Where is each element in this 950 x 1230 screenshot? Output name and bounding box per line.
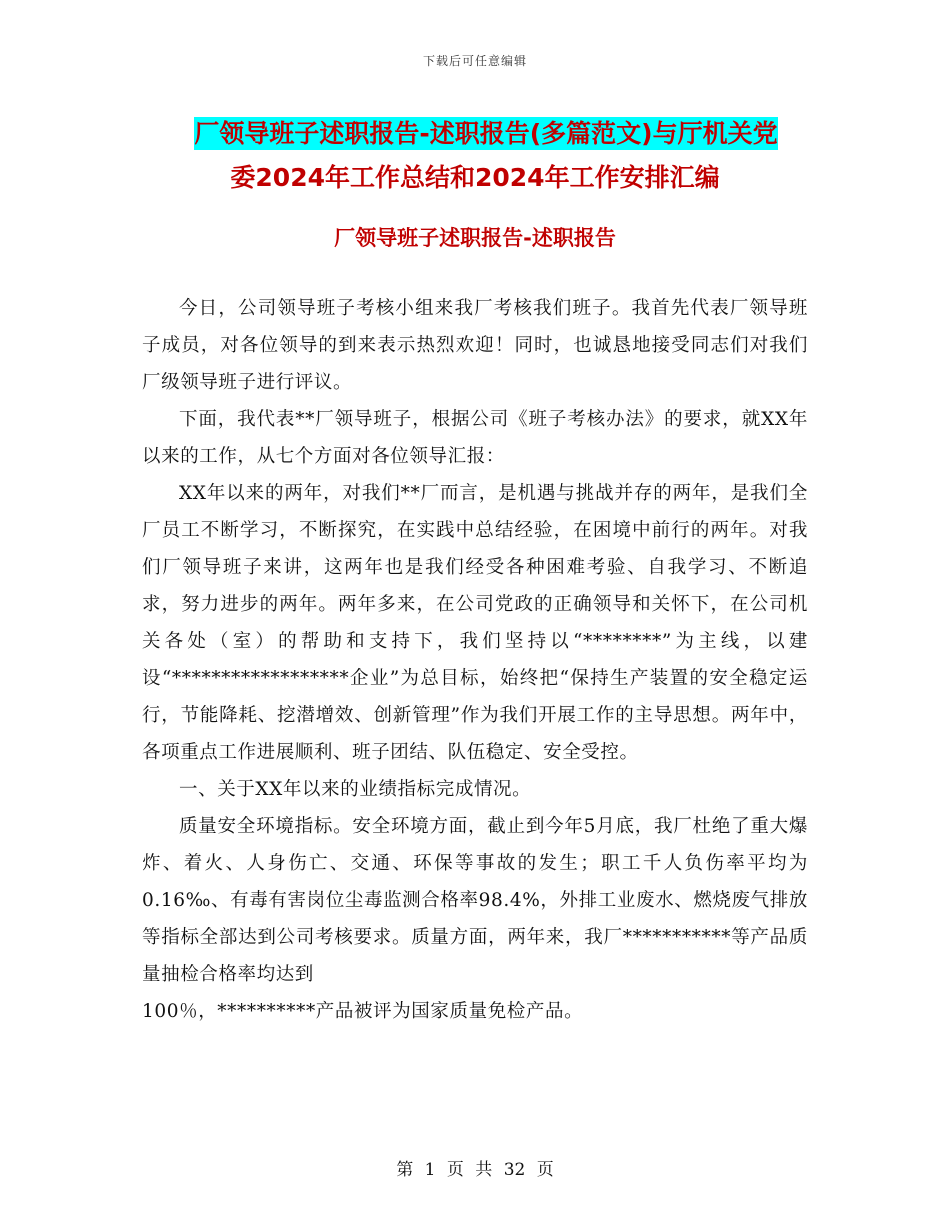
document-title-line-1 — [0, 112, 950, 156]
page-header-note: 下载后可任意编辑 — [422, 54, 527, 68]
paragraph: 100％，**********产品被评为国家质量免检产品。 — [142, 1001, 584, 1022]
paragraph: 一、关于XX年以来的业绩指标完成情况。 — [179, 779, 532, 800]
paragraph: XX年以来的两年，对我们**厂而言，是机遇与挑战并存的两年，是我们全厂员工不断学习，不断探究，在实践中总结经验，在困境中前行的两年。对我们厂领导班子来讲，这两年也是我们经受各种困难考验、自我学习、不断追求，努力进步的两年。两年多来，在公司党政的正确领导和关怀下，在公司机关各处（室）的帮助和支持下，我们坚持以“********”为主线，以建设“******************企业”为总目标，始终把“保持生产装置的安全稳定运行，节能降耗、挖潜增效、创新管理”作为我们开展工作的主导思想。两年中，各项重点工作进展顺利、班子团结、队伍稳定、安全受控。 — [142, 483, 808, 763]
title-highlight: 厂领导班子述职报告-述职报告(多篇范文)与厅机关党 — [194, 119, 778, 148]
document-body — [142, 290, 808, 1030]
paragraph: 质量安全环境指标。安全环境方面，截止到今年5月底，我厂杜绝了重大爆炸、着火、人身伤亡、交通、环保等事故的发生；职工千人负伤率平均为0.16‰、有毒有害岗位尘毒监测合格率98.4%，外排工业废水、燃烧废气排放等指标全部达到公司考核要求。质量方面，两年来，我厂***********等产品质量抽检合格率均达到 — [142, 816, 808, 985]
page-number: 第 1 页 共 32 页 — [396, 1160, 554, 1180]
document-title-line-2 — [0, 156, 950, 200]
paragraph: 下面，我代表**厂领导班子，根据公司《班子考核办法》的要求，就XX年以来的工作，从七个方面对各位领导汇报： — [142, 409, 808, 467]
section-title: 厂领导班子述职报告-述职报告 — [334, 226, 616, 250]
paragraph: 今日，公司领导班子考核小组来我厂考核我们班子。我首先代表厂领导班子成员，对各位领导的到来表示热烈欢迎！同时，也诚恳地接受同志们对我们厂级领导班子进行评议。 — [142, 298, 808, 393]
title-text: 委2024年工作总结和2024年工作安排汇编 — [230, 163, 720, 192]
